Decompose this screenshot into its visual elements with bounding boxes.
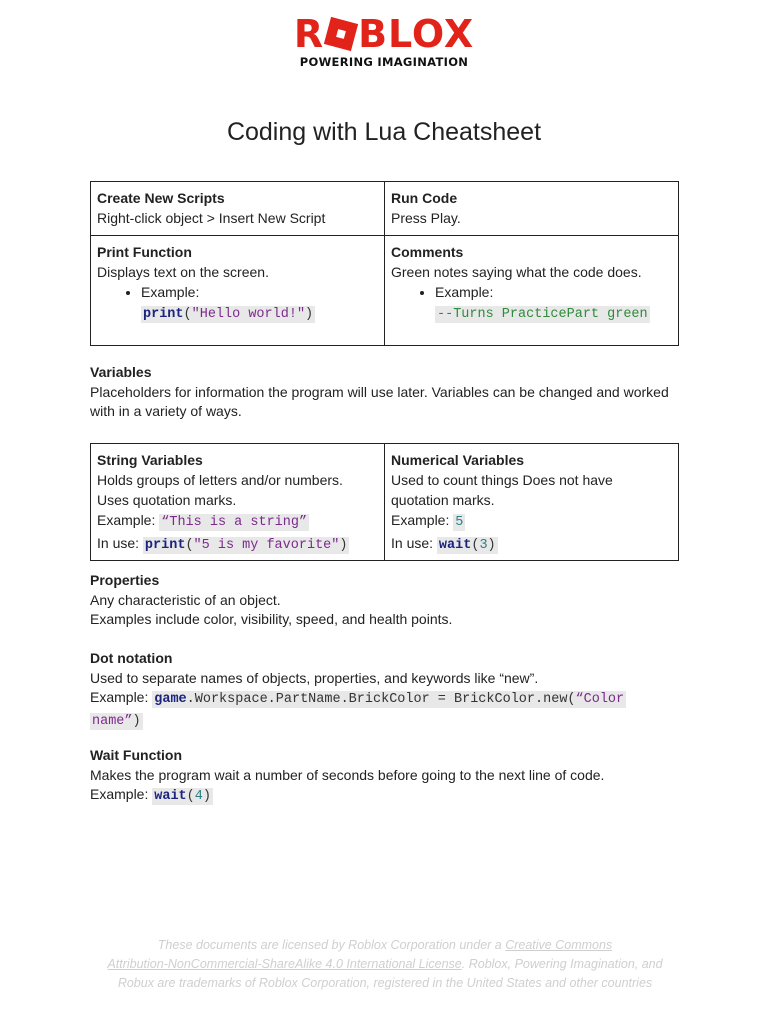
print-example-code: print("Hello world!") — [143, 307, 314, 322]
create-scripts-cell — [91, 182, 385, 236]
create-scripts-text: Right-click object > Insert New Script — [97, 210, 326, 226]
properties-line-2: Examples include color, visibility, speed, and health points. — [90, 611, 453, 627]
properties-line-1: Any characteristic of an object. — [90, 591, 281, 608]
print-function-heading: Print Function — [97, 244, 192, 260]
string-variables-cell — [91, 444, 385, 561]
comments-cell — [385, 236, 679, 346]
variables-table — [90, 443, 679, 561]
logo-letter-r: R — [293, 12, 325, 56]
run-code-cell — [385, 182, 679, 236]
dot-notation-text: Used to separate names of objects, properties, and keywords like “new”. — [90, 669, 539, 686]
run-code-heading: Run Code — [391, 190, 458, 206]
comments-heading: Comments — [391, 244, 464, 260]
print-function-text: Displays text on the screen. — [97, 264, 269, 280]
numerical-in-use: In use: wait(3) — [391, 535, 496, 553]
table-row — [91, 444, 679, 561]
dot-notation-example: Example: game.Workspace.PartName.BrickColor = BrickColor.new(“Color — [90, 689, 625, 707]
create-scripts-heading: Create New Scripts — [97, 190, 225, 206]
wait-function-text: Makes the program wait a number of seconds before going to the next line of code. — [90, 766, 605, 783]
basics-table — [90, 181, 679, 346]
dot-notation-example-cont: name”) — [92, 713, 141, 729]
page-title: Coding with Lua Cheatsheet — [226, 118, 542, 146]
string-in-use: In use: print("5 is my favorite") — [97, 535, 348, 553]
variables-section — [90, 363, 680, 422]
roblox-logo — [0, 14, 768, 69]
run-code-text: Press Play. — [391, 210, 461, 226]
comments-example-list — [391, 282, 672, 302]
properties-heading: Properties — [90, 572, 160, 588]
string-example: Example: “This is a string” — [97, 512, 308, 530]
properties-section — [90, 571, 680, 630]
list-item: • Example: — [141, 282, 378, 302]
logo-tilted-o-icon — [324, 17, 358, 51]
logo-letters-blox: BLOX — [358, 12, 475, 56]
numerical-variables-heading: Numerical Variables — [391, 452, 525, 468]
comments-text: Green notes saying what the code does. — [391, 264, 642, 280]
comments-example-code: --Turns PracticePart green — [437, 307, 648, 322]
creative-commons-link[interactable]: Creative Commons — [505, 938, 613, 952]
numerical-variables-text: Used to count things Does not have quotation marks. — [391, 472, 613, 508]
numerical-variables-cell — [385, 444, 679, 561]
license-link[interactable]: Attribution-NonCommercial-ShareAlike 4.0 International License — [107, 957, 462, 971]
wait-function-heading: Wait Function — [90, 747, 183, 763]
wait-function-section — [90, 746, 680, 807]
print-example-list — [97, 282, 378, 302]
string-variables-text: Holds groups of letters and/or numbers. Uses quotation marks. — [97, 472, 343, 508]
table-row — [91, 236, 679, 346]
list-item: • Example: — [435, 282, 672, 302]
string-variables-heading: String Variables — [97, 452, 203, 468]
license-footer: These documents are licensed by Roblox Corporation under a Creative Commons Attribution-NonCommercial-ShareAlike 4.0 International License. Roblox, Powering Imagination, and Robux are trademarks of Roblox Corporation, registered in the United States and other countries — [107, 938, 663, 990]
numerical-example: Example: 5 — [391, 512, 464, 530]
wait-function-example: Example: wait(4) — [90, 786, 211, 804]
logo-wordmark — [294, 14, 474, 54]
dot-notation-heading: Dot notation — [90, 650, 173, 666]
variables-text: Placeholders for information the program will use later. Variables can be changed and worked with in a variety of ways. — [90, 383, 669, 419]
dot-notation-section — [90, 649, 680, 731]
variables-heading: Variables — [90, 364, 152, 380]
print-function-cell — [91, 236, 385, 346]
table-row — [91, 182, 679, 236]
logo-tagline: POWERING IMAGINATION — [299, 55, 469, 69]
